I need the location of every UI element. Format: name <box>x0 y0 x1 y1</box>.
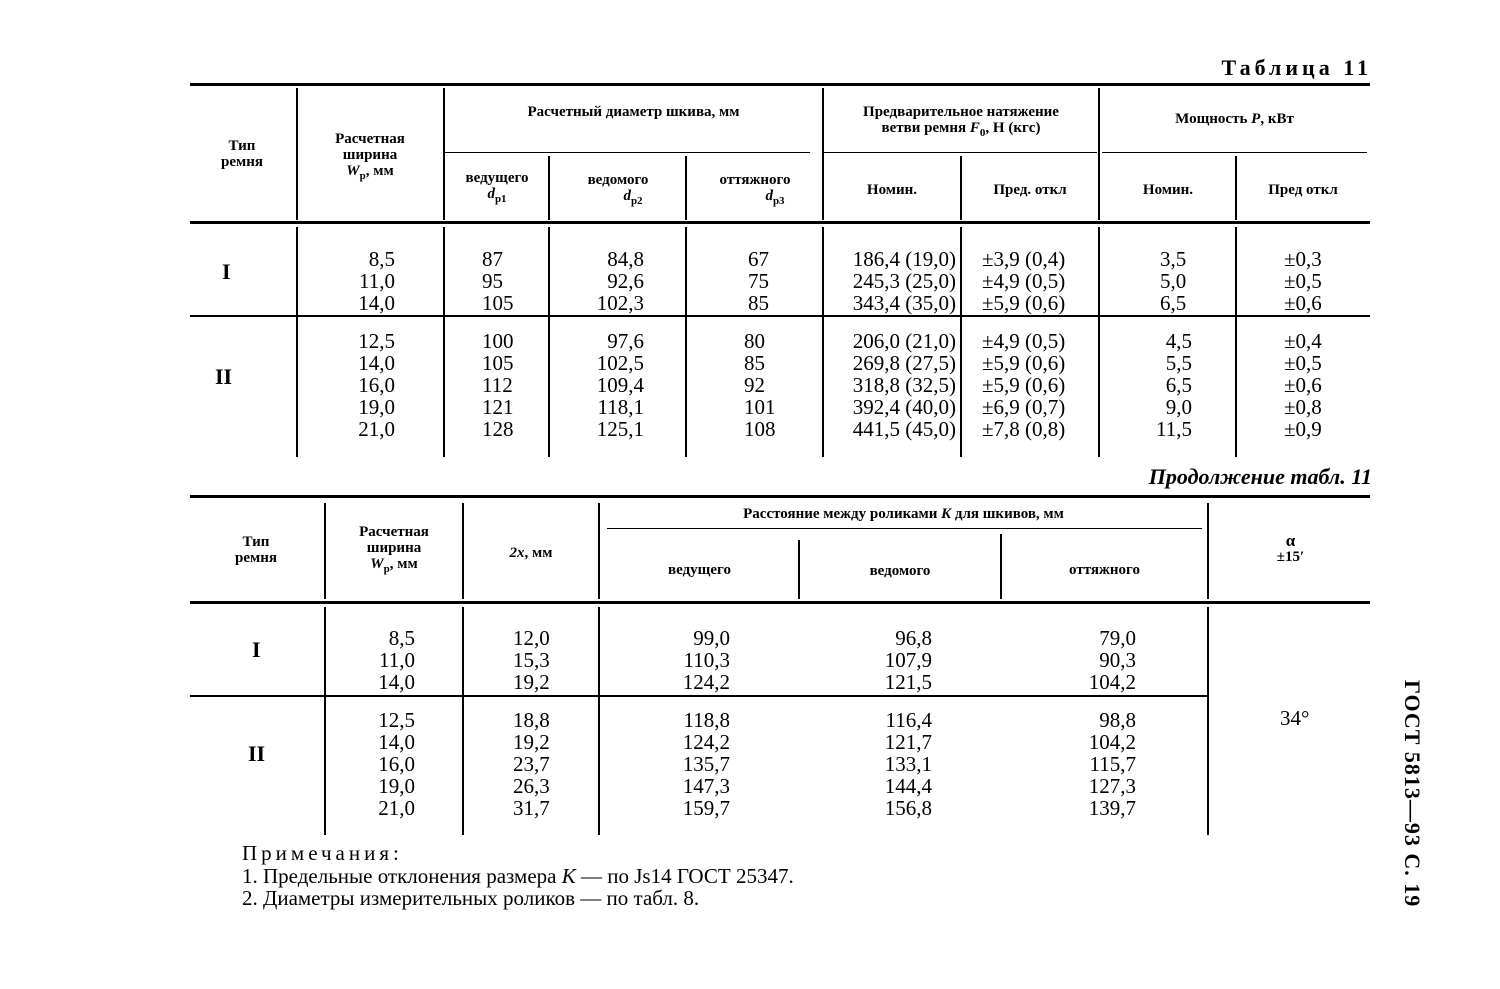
table-cell: 104,2 <box>1088 670 1136 694</box>
t2-type-i: I <box>252 637 261 662</box>
table-cell: 87 <box>482 247 503 271</box>
t2-twox-col <box>513 627 573 693</box>
table-cell: 79,0 <box>1099 626 1136 650</box>
note-2: 2. Диаметры измерительных роликов — по табл. 8. <box>242 886 700 910</box>
table-cell: 121 <box>482 395 514 419</box>
table-cell: 15,3 <box>513 648 550 672</box>
t1-header-tension-dev: Пред. откл <box>993 182 1067 198</box>
t2-header-alpha: α ±15′ <box>1276 531 1305 565</box>
table-cell: 121,5 <box>884 670 932 694</box>
table-cell: 16,0 <box>378 752 415 776</box>
table-cell: 85 <box>744 351 765 375</box>
t2-header-distance: Расстояние между роликами K для шкивов, мм <box>743 506 1064 522</box>
t1-header-power: Мощность P, кВт <box>1175 111 1294 127</box>
table-cell: 118,8 <box>683 708 730 732</box>
table-cell: 21,0 <box>378 796 415 820</box>
table-cell: 11,5 <box>1156 417 1192 441</box>
table-cell: 124,2 <box>682 730 730 754</box>
table-cell: 147,3 <box>682 774 730 798</box>
t1-width-col <box>340 248 395 314</box>
table-cell: 26,3 <box>513 774 550 798</box>
table-cell: 90,3 <box>1099 648 1136 672</box>
table-cell: 5,5 <box>1165 351 1192 375</box>
t1-header-tension: Предварительное натяжение ветви ремня $F_0$, Н (кгс) <box>863 104 1059 139</box>
table-cell: ±0,4 <box>1284 329 1322 353</box>
table-cell: 105 <box>482 351 514 375</box>
table-cell: 98,8 <box>1099 708 1136 732</box>
t2-type-ii: II <box>248 741 266 766</box>
side-label <box>1400 680 1440 920</box>
table-cell: 14,0 <box>358 291 395 315</box>
table-title: Таблица 11 <box>1221 55 1372 80</box>
table-cell: ±0,6 <box>1284 291 1322 315</box>
table-cell: 16,0 <box>358 373 395 397</box>
table-cell: ±0,9 <box>1284 417 1322 441</box>
table-cell: ±5,9 (0,6) <box>982 291 1066 315</box>
table-cell: 6,5 <box>1160 291 1187 315</box>
t1-header-type: Тип ремня <box>221 138 263 170</box>
t2-header-drive: ведущего <box>668 562 731 578</box>
table-cell: 19,2 <box>513 730 550 754</box>
t2-header-idler: оттяжного <box>1069 562 1140 578</box>
table-cell: 110,3 <box>683 648 730 672</box>
t1-header-width: Расчетная ширина $W_p$, мм <box>335 131 405 182</box>
table-cell: 127,3 <box>1088 774 1136 798</box>
t2-kdrive-col-2 <box>650 709 730 819</box>
table-cell: 99,0 <box>693 626 730 650</box>
table-cell: ±4,9 (0,5) <box>982 329 1066 353</box>
t1-d3-col-2 <box>744 330 794 440</box>
t1-header-power-nom: Номин. <box>1142 182 1194 198</box>
table-cell: ±6,9 (0,7) <box>982 395 1066 419</box>
continuation-title: Продолжение табл. 11 <box>1148 464 1372 489</box>
t1-d1-col <box>482 248 542 314</box>
table-cell: 186,4 (19,0) <box>852 247 956 271</box>
table-cell: 269,8 (27,5) <box>852 351 956 375</box>
table-cell: ±5,9 (0,6) <box>982 373 1066 397</box>
table-cell: 85 <box>748 291 769 315</box>
table-cell: 109,4 <box>596 373 644 397</box>
table-cell: 101 <box>744 395 776 419</box>
table-cell: 105 <box>482 291 514 315</box>
t1-type-ii: II <box>215 364 233 389</box>
table-cell: 67 <box>748 247 769 271</box>
t1-type-i: I <box>222 259 231 284</box>
table-cell: 108 <box>744 417 776 441</box>
t1-header-diameter: Расчетный диаметр шкива, мм <box>527 104 740 120</box>
table-cell: 139,7 <box>1088 796 1136 820</box>
t2-kidler-col-2 <box>1056 709 1136 819</box>
t2-width-col <box>358 627 415 693</box>
table-cell: 156,8 <box>884 796 932 820</box>
t2-header-type: Тип ремня <box>235 534 277 566</box>
table-cell: 441,5 (45,0) <box>852 417 956 441</box>
table-cell: 100 <box>482 329 514 353</box>
t1-d1-col-2 <box>482 330 542 440</box>
table-cell: 19,0 <box>378 774 415 798</box>
table-cell: 104,2 <box>1088 730 1136 754</box>
t1-tension-dev-col <box>982 248 1097 314</box>
table-cell: 92,6 <box>607 269 644 293</box>
table-cell: 84,8 <box>607 247 644 271</box>
note-1: 1. Предельные отклонения размера K — по Js14 ГОСТ 25347. <box>242 864 794 888</box>
t2-kdrive-col <box>650 627 730 693</box>
t1-d2-col-2 <box>580 330 644 440</box>
table-cell: ±0,3 <box>1284 247 1322 271</box>
t1-d3-col <box>748 248 798 314</box>
table-cell: 102,3 <box>596 291 644 315</box>
table-cell: 5,0 <box>1160 269 1187 293</box>
table-cell: 31,7 <box>513 796 550 820</box>
table-cell: ±0,5 <box>1284 351 1322 375</box>
table-cell: 80 <box>744 329 765 353</box>
table-cell: 14,0 <box>358 351 395 375</box>
table-cell: ±5,9 (0,6) <box>982 351 1066 375</box>
t1-header-power-dev: Пред откл <box>1268 182 1338 198</box>
table-cell: 116,4 <box>885 708 932 732</box>
table-cell: 133,1 <box>884 752 932 776</box>
t1-tension-dev-col-2 <box>982 330 1097 440</box>
table-cell: 96,8 <box>895 626 932 650</box>
table-cell: ±0,8 <box>1284 395 1322 419</box>
t2-twox-col-2 <box>513 709 573 819</box>
table-cell: 92 <box>744 373 765 397</box>
t1-header-tension-nom: Номин. <box>866 182 918 198</box>
table-cell: 19,2 <box>513 670 550 694</box>
table-cell: 121,7 <box>884 730 932 754</box>
table-cell: 11,0 <box>359 269 395 293</box>
t2-kidler-col <box>1056 627 1136 693</box>
table-cell: 3,5 <box>1160 247 1187 271</box>
table-cell: 124,2 <box>682 670 730 694</box>
table-cell: 128 <box>482 417 514 441</box>
table-cell: 392,4 (40,0) <box>852 395 956 419</box>
t1-power-nom-col-2 <box>1140 330 1192 440</box>
t2-kdriven-col-2 <box>850 709 932 819</box>
table-cell: 102,5 <box>596 351 644 375</box>
t2-header-twox: 2x, мм <box>509 545 553 561</box>
t2-width-col-2 <box>358 709 415 819</box>
t1-d2-col <box>580 248 644 314</box>
t2-header-driven: ведомого <box>869 563 931 579</box>
t1-power-nom-col <box>1160 248 1210 314</box>
table-cell: ±0,6 <box>1284 373 1322 397</box>
table-cell: 9,0 <box>1165 395 1192 419</box>
table-cell: ±7,8 (0,8) <box>982 417 1066 441</box>
table-cell: 112 <box>482 373 513 397</box>
table-cell: 159,7 <box>682 796 730 820</box>
t1-power-dev-col <box>1284 248 1354 314</box>
table-cell: 11,0 <box>379 648 415 672</box>
table-cell: 206,0 (21,0) <box>852 329 956 353</box>
table-cell: 107,9 <box>884 648 932 672</box>
t1-power-dev-col-2 <box>1284 330 1354 440</box>
table-cell: 135,7 <box>682 752 730 776</box>
table-cell: 14,0 <box>378 670 415 694</box>
table-cell: 97,6 <box>607 329 644 353</box>
table-cell: 115,7 <box>1089 752 1136 776</box>
table-cell: 19,0 <box>358 395 395 419</box>
table-cell: ±3,9 (0,4) <box>982 247 1066 271</box>
t1-tension-nom-col-2 <box>834 330 956 440</box>
table-cell: ±4,9 (0,5) <box>982 269 1066 293</box>
table-cell: 125,1 <box>596 417 644 441</box>
t2-kdriven-col <box>850 627 932 693</box>
table-cell: 18,8 <box>513 708 550 732</box>
table-cell: 144,4 <box>884 774 932 798</box>
table-cell: 8,5 <box>388 626 415 650</box>
table-cell: 23,7 <box>513 752 550 776</box>
table-cell: 245,3 (25,0) <box>852 269 956 293</box>
notes-title: Примечания: <box>242 841 403 865</box>
t2-alpha-value: 34° <box>1280 706 1310 730</box>
table-cell: 14,0 <box>378 730 415 754</box>
table-cell: ±0,5 <box>1284 269 1322 293</box>
table-cell: 12,5 <box>378 708 415 732</box>
side-label-text: ГОСТ 5813—93 С. 19 <box>1400 680 1425 908</box>
t1-header-drive: ведущего $d_{p1}$ <box>465 170 529 205</box>
table-cell: 12,0 <box>513 626 550 650</box>
t2-header-width: Расчетная ширина $W_p$, мм <box>359 524 429 575</box>
table-cell: 343,4 (35,0) <box>852 291 956 315</box>
table-cell: 4,5 <box>1165 329 1192 353</box>
table-cell: 318,8 (32,5) <box>852 373 956 397</box>
table-cell: 21,0 <box>358 417 395 441</box>
table-cell: 118,1 <box>597 395 644 419</box>
table-cell: 8,5 <box>368 247 395 271</box>
table-cell: 12,5 <box>358 329 395 353</box>
table-cell: 95 <box>482 269 503 293</box>
table-cell: 75 <box>748 269 769 293</box>
t1-width-col-2 <box>340 330 395 440</box>
t1-tension-nom-col <box>834 248 956 314</box>
t1-header-driven: ведомого $d_{p2}$ <box>587 172 649 207</box>
table-cell: 6,5 <box>1165 373 1192 397</box>
t1-header-idler: оттяжного $d_{p3}$ <box>719 172 791 207</box>
